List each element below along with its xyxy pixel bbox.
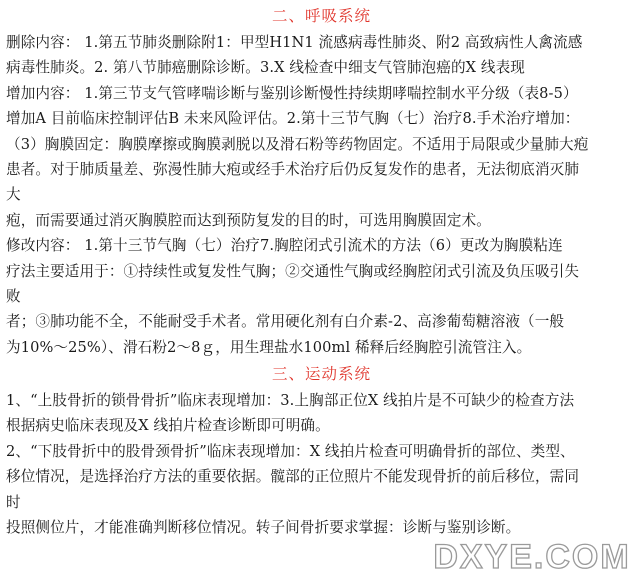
text-line: 根据病史临床表现及X 线拍片检查诊断即可明确。 <box>6 417 330 435</box>
text-line: 增加A 目前临床控制评估B 未来风险评估。2.第十三节气胸（七）治疗8.手术治疗增加： <box>6 110 580 128</box>
text-line: 败 <box>6 287 21 305</box>
text-line: 1、“上肢骨折的锁骨骨折”临床表现增加：3.上胸部正位X 线拍片是不可缺少的检查方法 <box>6 392 575 410</box>
section-musculoskeletal <box>6 360 637 540</box>
text-line: 删除内容： 1.第五节肺炎删除附1：甲型H1N1 流感病毒性肺炎、附2 高致病性人禽流感 <box>6 34 583 51</box>
text-line: 修改内容： 1.第十三节气胸（七）治疗7.胸腔闭式引流术的方法（6）更改为胸膜粘连 <box>6 237 563 255</box>
text-line: 为10%～25%）、滑石粉2～8ｇ，用生理盐水100ml 稀释后经胸腔引流管注入。 <box>6 338 532 356</box>
watermark-logo <box>427 530 637 582</box>
text-line: 2、“下肢骨折中的股骨颈骨折”临床表现增加：X 线拍片检查可明确骨折的部位、类型、 <box>6 442 575 460</box>
text-line: 疗法主要适用于：①持续性或复发性气胸；②交通性气胸或经胸腔闭式引流及负压吸引失 <box>6 262 580 280</box>
text-line: 大 <box>6 186 21 204</box>
section-heading: 三、运动系统 <box>271 365 371 384</box>
section-heading: 二、呼吸系统 <box>271 7 371 25</box>
text-line: 患者。对于肺质量差、弥漫性肺大疱或经手术治疗后仍反复发作的患者，无法彻底消灭肺 <box>6 160 580 178</box>
text-line: 疱，而需要通过消灭胸膜腔而达到预防复发的目的时，可选用胸膜固定术。 <box>6 211 491 229</box>
section-respiratory <box>6 2 637 360</box>
text-line: （3）胸膜固定：胸膜摩擦或胸膜剥脱以及滑石粉等药物固定。不适用于局限或少量肺大疱 <box>6 135 589 153</box>
watermark-text: DXYE.COM <box>433 538 631 576</box>
text-line: 增加内容： 1.第三节支气管哮喘诊断与鉴别诊断慢性持续期哮喘控制水平分级（表8-5） <box>6 84 578 102</box>
text-line: 病毒性肺炎。2. 第八节肺癌删除诊断。3.X 线检查中细支气管肺泡癌的X 线表现 <box>6 59 525 77</box>
text-line: 投照侧位片，才能准确判断移位情况。转子间骨折要求掌握：诊断与鉴别诊断。 <box>6 519 521 537</box>
text-line: 时 <box>6 493 21 511</box>
text-line: 移位情况，是选择治疗方法的重要依据。髋部的正位照片不能发现骨折的前后移位，需同 <box>6 468 580 486</box>
text-line: 者；③肺功能不全，不能耐受手术者。常用硬化剂有白介素-2、高渗葡萄糖溶液（一般 <box>6 313 565 331</box>
